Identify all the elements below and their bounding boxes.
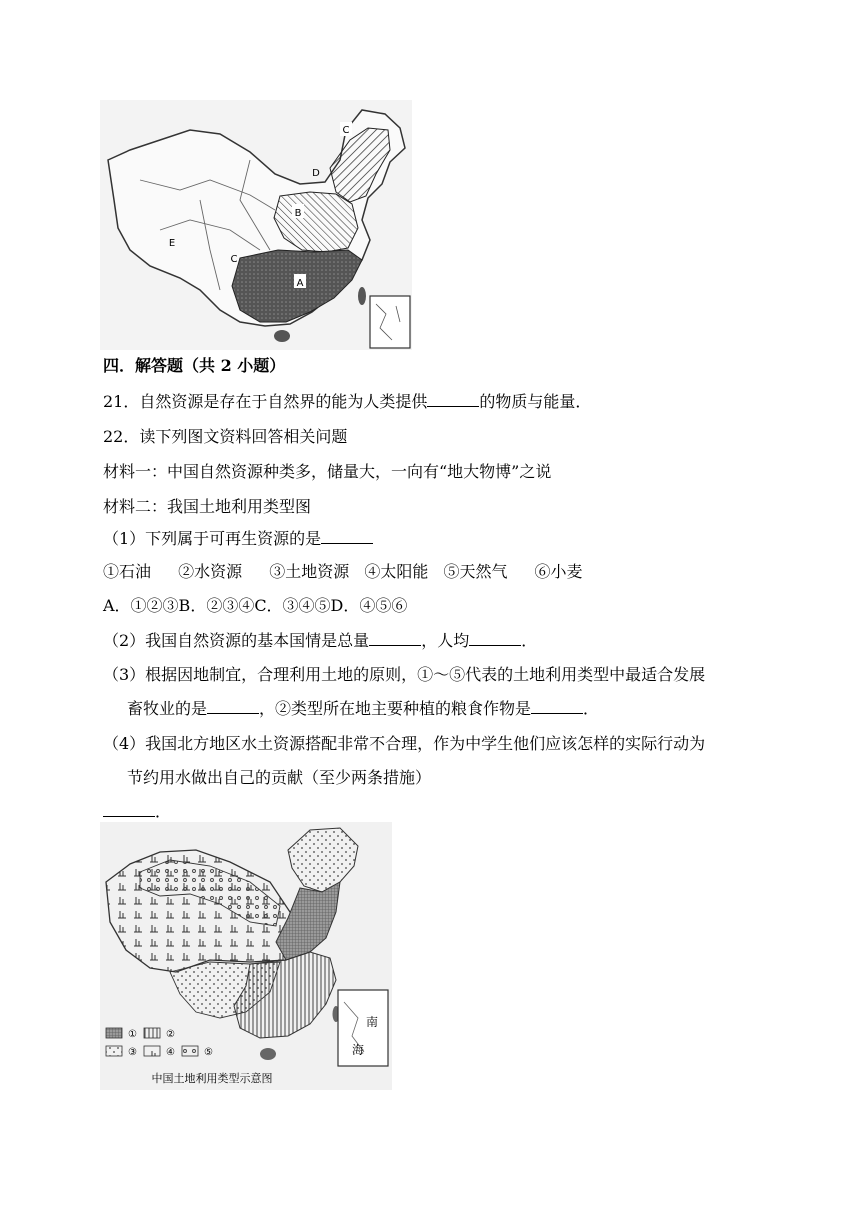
sub-question-1 <box>103 529 373 549</box>
q21-text-after: 的物质与能量． <box>479 392 592 411</box>
question-21 <box>103 392 591 412</box>
map1-label-a: A <box>296 278 304 289</box>
sub-question-4-line2: 节约用水做出自己的贡献（至少两条措施） <box>127 768 432 787</box>
resource-item-1: ①石油 <box>103 562 152 581</box>
map2-caption: 中国土地利用类型示意图 <box>151 1072 273 1085</box>
sub2-blank-per-capita[interactable] <box>469 631 521 646</box>
legend-label-3: ③ <box>128 1047 137 1058</box>
resource-item-5: ⑤天然气 <box>443 562 508 581</box>
sub3-blank-crop[interactable] <box>531 699 583 714</box>
map1-label-e: E <box>168 238 176 249</box>
material-1: 材料一：中国自然资源种类多，储量大，一向有“地大物博”之说 <box>103 462 552 481</box>
legend-label-5: ⑤ <box>204 1047 213 1058</box>
resource-item-6: ⑥小麦 <box>534 562 583 581</box>
sub1-text: （1）下列属于可再生资源的是 <box>103 529 322 548</box>
sub3-text-a: 畜牧业的是 <box>127 699 208 718</box>
sub-question-4-line1: （4）我国北方地区水土资源搭配非常不合理，作为中学生他们应该怎样的实际行动为 <box>103 734 706 753</box>
map1-label-c2: C <box>230 254 238 265</box>
land-use-map <box>100 822 392 1090</box>
section-heading: 四．解答题（共 2 小题） <box>103 356 286 375</box>
legend-label-4: ④ <box>166 1047 175 1058</box>
sub-question-3-line1: （3）根据因地制宜，合理利用土地的原则，①～⑤代表的土地利用类型中最适合发展 <box>103 665 706 684</box>
inset-label-south: 南 <box>365 1015 379 1029</box>
sub-question-3-line2 <box>127 699 599 719</box>
question-22-title: 22．读下列图文资料回答相关问题 <box>103 427 348 446</box>
sub2-text-c: ． <box>521 631 538 650</box>
resource-items <box>103 562 583 582</box>
sub4-end: ． <box>155 802 172 821</box>
sub2-blank-total[interactable] <box>369 631 421 646</box>
legend-label-1: ① <box>128 1029 137 1040</box>
sub-question-4-answer <box>103 802 171 822</box>
legend-label-2: ② <box>166 1029 175 1040</box>
map1-label-c1: C <box>342 125 350 136</box>
material-2: 材料二：我国土地利用类型图 <box>103 497 312 516</box>
sub1-choices: A．①②③B．②③④C．③④⑤D．④⑤⑥ <box>103 596 408 615</box>
resource-item-4: ④太阳能 <box>364 562 429 581</box>
resource-item-2: ②水资源 <box>178 562 243 581</box>
sub4-answer-blank[interactable] <box>103 802 155 817</box>
sub3-blank-livestock[interactable] <box>207 699 259 714</box>
map1-label-b: B <box>294 208 302 219</box>
resource-item-3: ③土地资源 <box>269 562 350 581</box>
sub3-text-b: ，②类型所在地主要种植的粮食作物是 <box>259 699 532 718</box>
inset-label-sea: 海 <box>351 1043 365 1057</box>
q21-answer-blank[interactable] <box>427 392 479 407</box>
sub2-text-b: ，人均 <box>421 631 470 650</box>
sub-question-2 <box>103 631 537 651</box>
sub2-text-a: （2）我国自然资源的基本国情是总量 <box>103 631 370 650</box>
sub1-answer-blank[interactable] <box>321 529 373 544</box>
sub3-text-c: ． <box>583 699 600 718</box>
china-regions-map <box>100 100 412 350</box>
q21-text-before: 21．自然资源是存在于自然界的能为人类提供 <box>103 392 428 411</box>
map1-label-d: D <box>312 168 320 179</box>
